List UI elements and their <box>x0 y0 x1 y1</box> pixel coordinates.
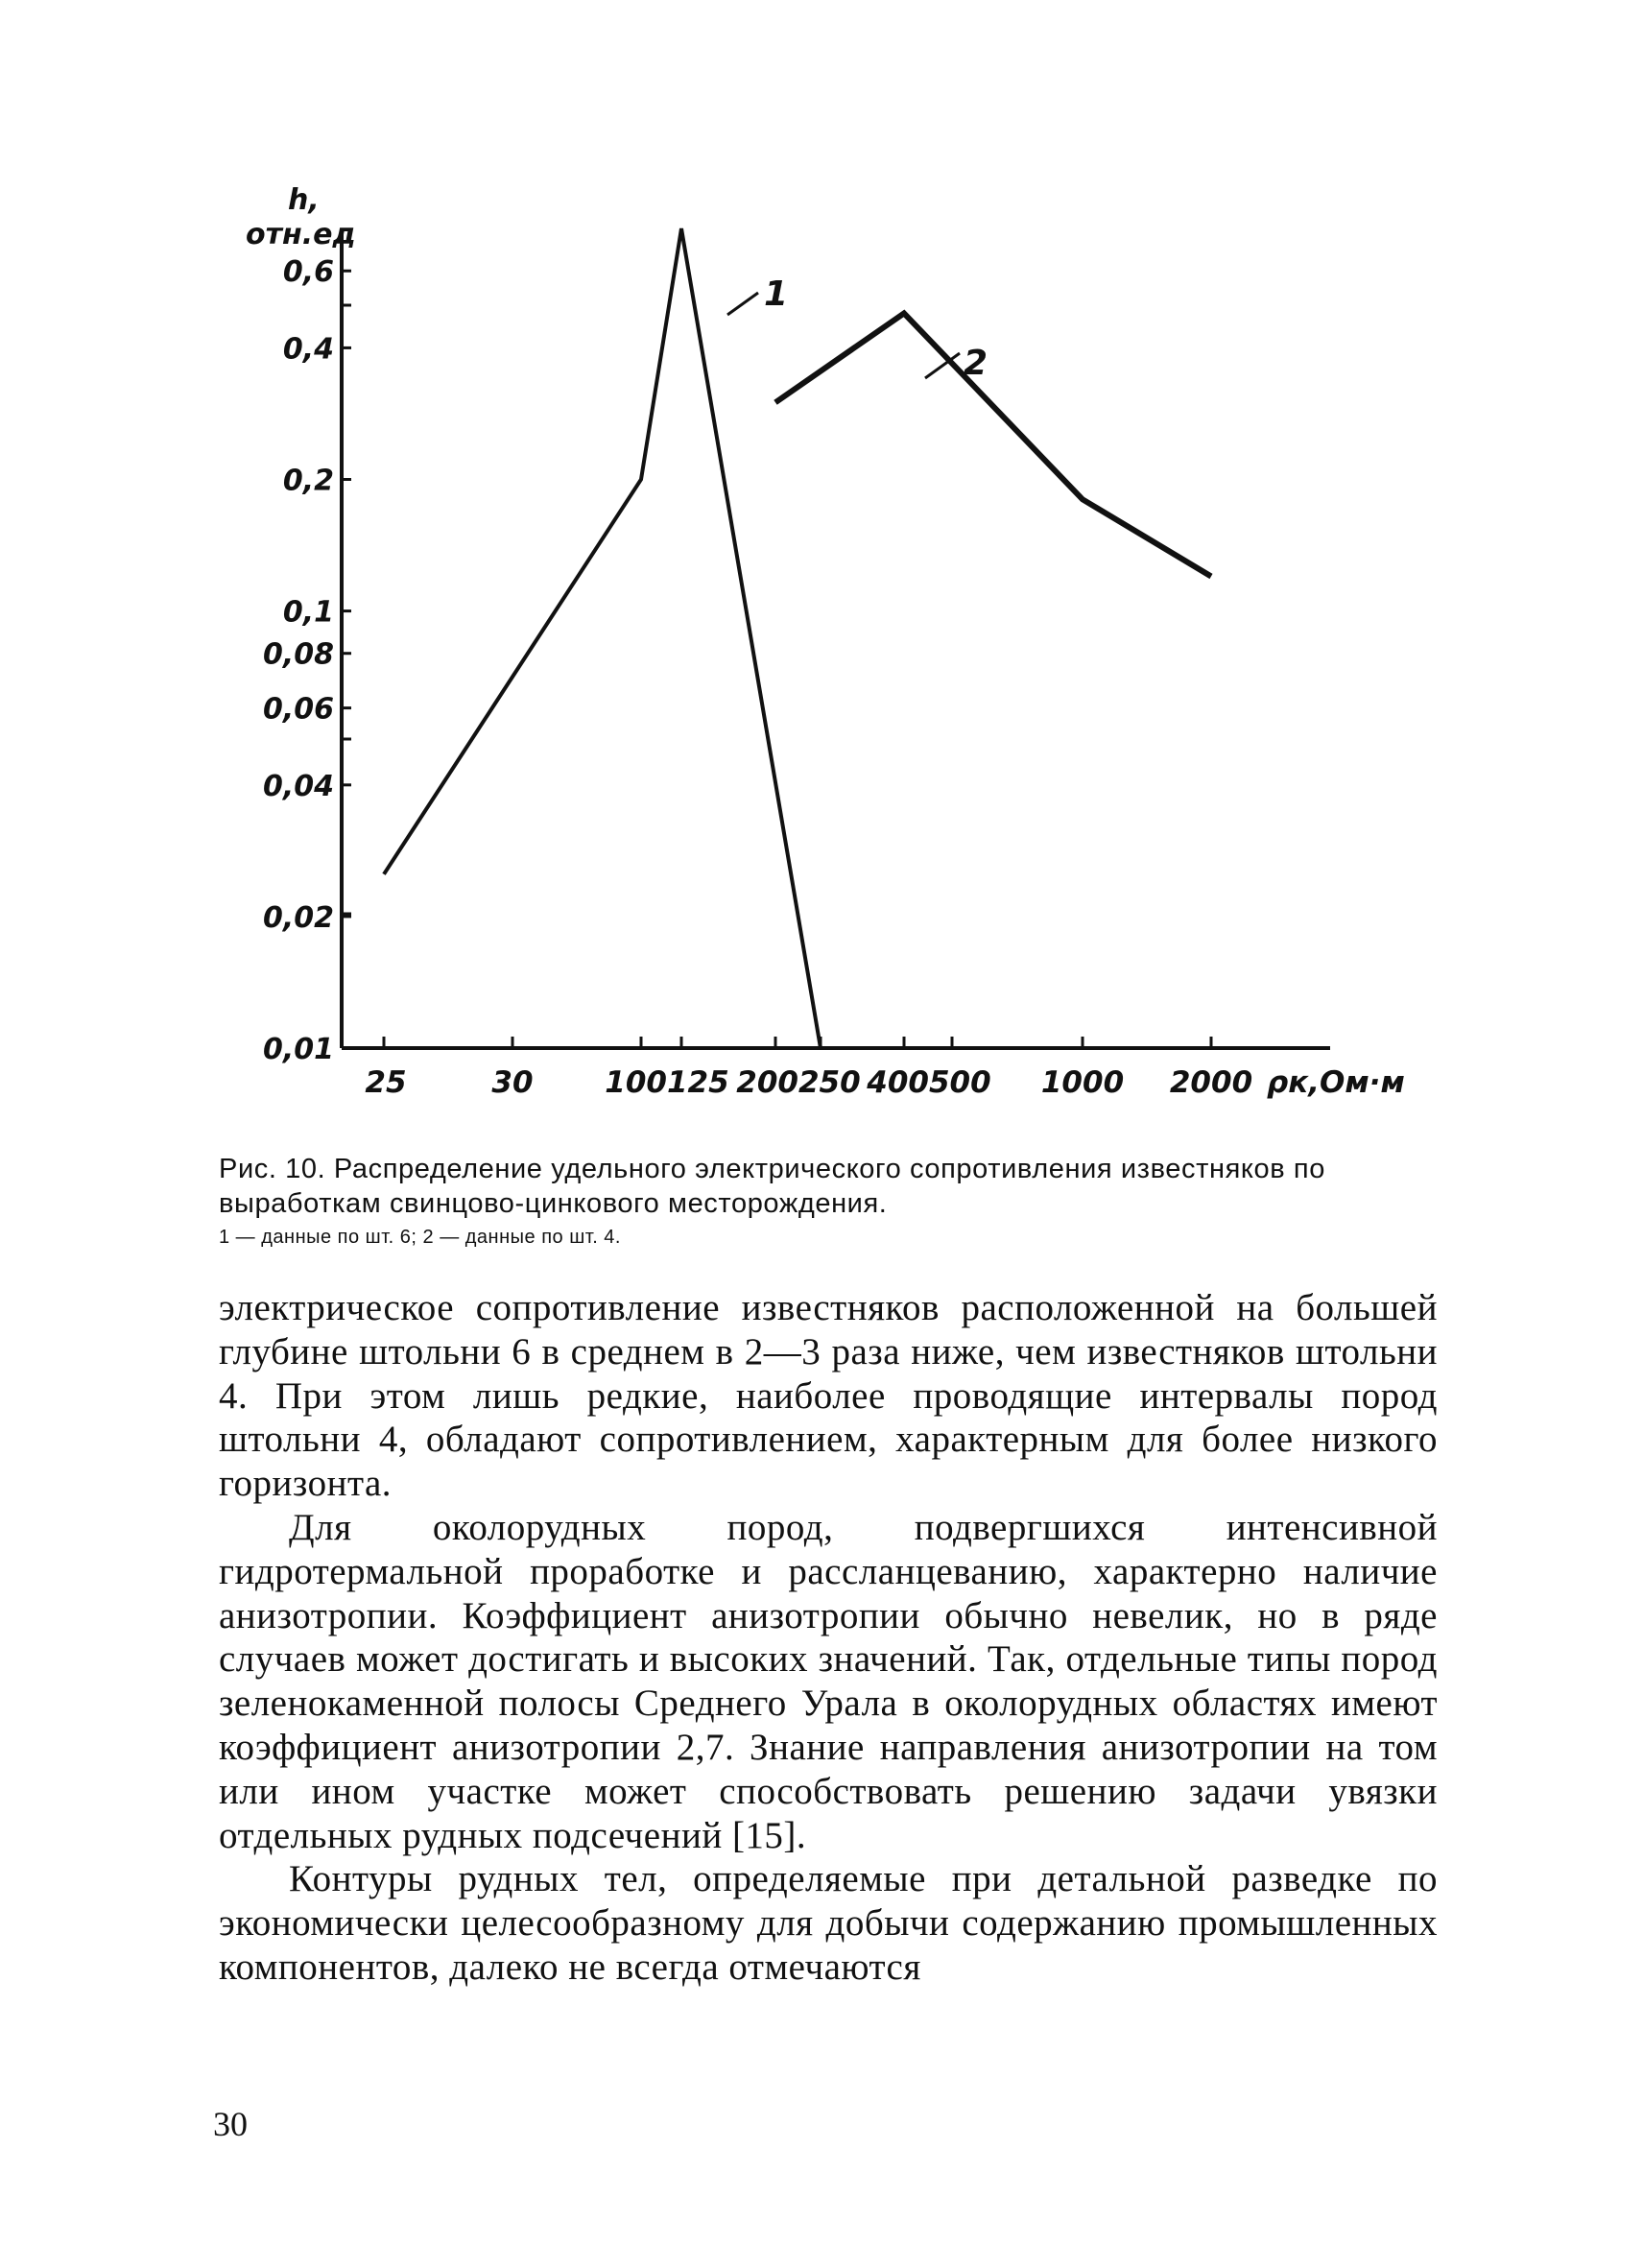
y-axis-title <box>246 183 356 251</box>
x-tick-label: 30 <box>491 1065 534 1100</box>
y-tick-label: 0,4 <box>282 332 334 367</box>
caption-legend: 1 — данные по шт. 6; 2 — данные по шт. 4. <box>219 1227 621 1248</box>
y-tick-label: 0,6 <box>282 255 334 290</box>
x-tick-label: 1000 <box>1040 1065 1125 1100</box>
figure-caption <box>219 1152 1447 1252</box>
series-1-label: 1 <box>764 275 789 314</box>
paragraph-3: Контуры рудных тел, определяемые при детальной разведке по экономически целесообразному для добычи содержанию промышленных компонентов, далеко не всегда отмечаются <box>219 1858 1438 1988</box>
y-axis-title-h: h, <box>288 183 320 217</box>
page-number: 30 <box>213 2105 248 2143</box>
x-tick-label: 2000 <box>1169 1065 1253 1100</box>
caption-main: Рис. 10. Распределение удельного электрического сопротивления известняков по выработкам свинцово-цинкового месторождения. <box>219 1154 1325 1219</box>
body-text <box>219 1286 1438 1990</box>
x-tick-label: 400500 <box>867 1065 991 1100</box>
series-1-line <box>384 228 821 1048</box>
y-tick-label: 0,2 <box>282 464 334 498</box>
x-tick-label: 25 <box>365 1065 407 1100</box>
y-tick-label: 0,06 <box>262 692 334 727</box>
y-tick-label: 0,01 <box>262 1033 334 1066</box>
y-axis-title-unit: отн.ед <box>246 218 356 251</box>
series-1-leader <box>727 293 758 315</box>
y-tick-label: 0,08 <box>262 637 334 672</box>
y-tick-label: 0,1 <box>282 595 334 630</box>
x-axis-title: ρк,Ом·м <box>1267 1065 1405 1100</box>
chart-axes <box>342 228 1330 1048</box>
x-tick-label: 200250 <box>736 1065 861 1100</box>
paragraph-2: Для околорудных пород, подвергшихся интенсивной гидротермальной проработке и рассланцеванию, характерно наличие анизотропии. Коэффициент анизотропии обычно невелик, но в ряде случаев может достигать и высоких значений. Так, отдельные типы пород зеленокаменной полосы Среднего Урала в околорудных областях имеют коэффициент анизотропии 2,7. Знание направления анизотропии на том или ином участке может способствовать решению задачи увязки отдельных рудных подсечений [15]. <box>219 1506 1438 1856</box>
paragraph-1: электрическое сопротивление известняков расположенной на большей глубине штольни 6 в среднем в 2—3 раза ниже, чем известняков штольни 4. При этом лишь редкие, наиболее проводящие интервалы пород штольни 4, обладают сопротивлением, характерным для более низкого горизонта. <box>219 1287 1438 1505</box>
y-tick-label: 0,04 <box>262 769 334 803</box>
series-2-line <box>775 313 1211 576</box>
y-tick-label: 0,02 <box>262 900 334 935</box>
x-tick-label: 100125 <box>605 1065 729 1100</box>
series-2-label: 2 <box>964 344 988 383</box>
